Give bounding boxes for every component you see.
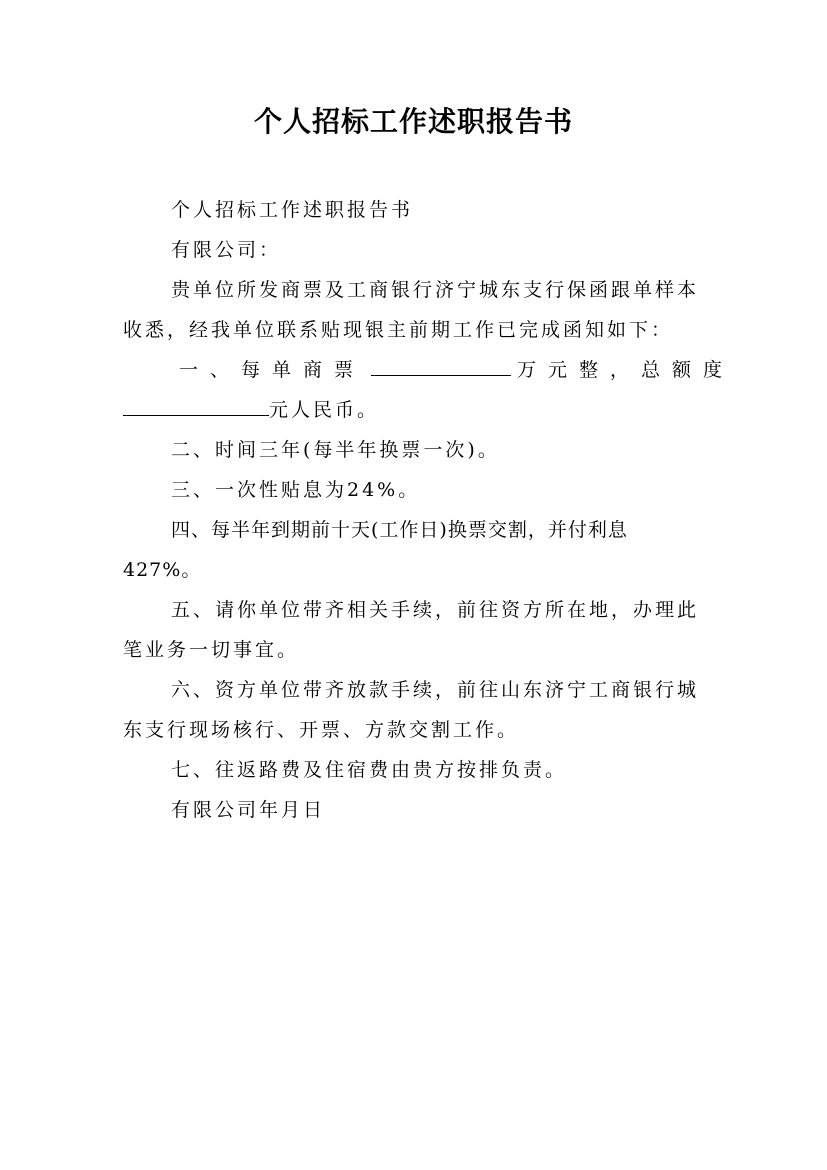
paragraph-item-6: 六、资方单位带齐放款手续，前往山东济宁工商银行城东支行现场核行、开票、方款交割工作。	[123, 679, 700, 741]
document-title: 个人招标工作述职报告书	[253, 105, 573, 138]
paragraph-intro: 贵单位所发商票及工商银行济宁城东支行保函跟单样本收悉，经我单位联系贴现银主前期工作已完成函知如下：	[123, 279, 700, 341]
paragraph-item-4: 四、每半年到期前十天(工作日)换票交割，并付利息427%。	[123, 519, 628, 581]
document-body	[123, 190, 735, 830]
item-1-prefix: 一、每单商票	[179, 359, 366, 381]
paragraph-item-3: 三、一次性贴息为24%。	[171, 479, 421, 501]
item-1-suffix: 元人民币。	[269, 399, 380, 421]
blank-line-amount	[371, 357, 511, 376]
paragraph-addressee: 有限公司：	[171, 239, 282, 261]
paragraph-item-1	[123, 350, 735, 390]
paragraph-item-2: 二、时间三年(每半年换票一次)。	[171, 439, 500, 461]
item-1-mid: 万元整，总额度	[517, 359, 735, 381]
paragraph-closing: 有限公司年月日	[171, 799, 326, 821]
paragraph-item-7: 七、往返路费及住宿费由贵方按排负责。	[171, 759, 568, 781]
blank-line-total	[123, 397, 269, 416]
paragraph-heading: 个人招标工作述职报告书	[171, 199, 414, 221]
paragraph-item-1-cont	[123, 390, 703, 430]
paragraph-item-5: 五、请你单位带齐相关手续，前往资方所在地，办理此笔业务一切事宜。	[123, 599, 700, 661]
